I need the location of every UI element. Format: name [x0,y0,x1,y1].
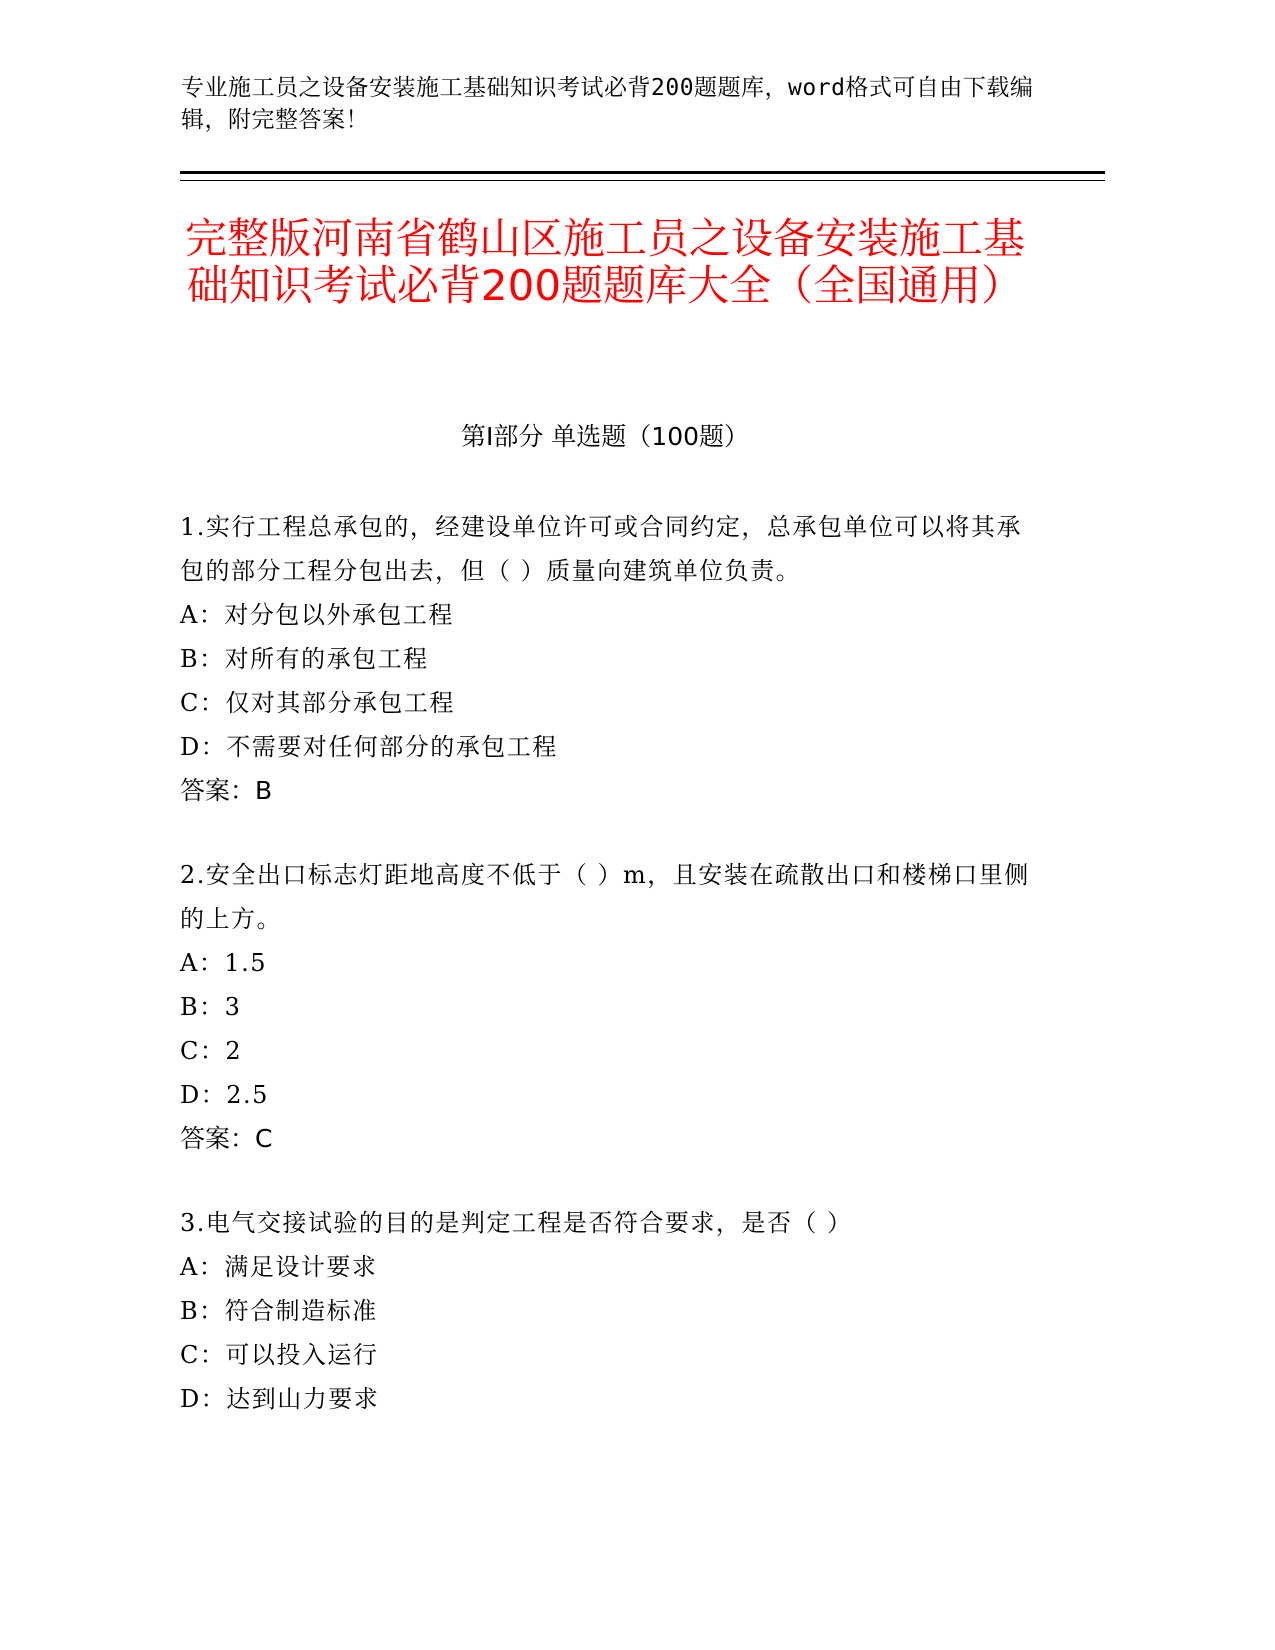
answer: 答案：C [180,1124,273,1153]
option-a: A：满足设计要求 [180,1253,378,1281]
header-note: 专业施工员之设备安装施工基础知识考试必背200题题库，word格式可自由下载编辑，附完整答案！ [181,75,1034,133]
question-stem: 1.实行工程总承包的，经建设单位许可或合同约定，总承包单位可以将其承包的部分工程分包出去，但（ ）质量向建筑单位负责。 [180,513,1022,585]
question-3 [180,1201,1040,1421]
question-stem: 2.安全出口标志灯距地高度不低于（ ）m，且安装在疏散出口和楼梯口里侧的上方。 [180,861,1030,933]
header-divider-thin [180,180,1105,181]
option-a: A：对分包以外承包工程 [180,601,454,629]
answer: 答案：B [180,776,273,805]
option-b: B：对所有的承包工程 [180,645,429,673]
question-list [180,505,1040,1461]
option-d: D：不需要对任何部分的承包工程 [180,733,558,761]
option-d: D：2.5 [180,1081,269,1109]
option-a: A：1.5 [180,949,267,977]
section-heading: 第Ⅰ部分 单选题（100题） [460,422,750,451]
option-b: B：3 [180,993,242,1021]
option-c: C：2 [180,1037,243,1065]
option-c: C：仅对其部分承包工程 [180,689,455,717]
option-b: B：符合制造标准 [180,1297,378,1325]
question-2 [180,853,1040,1161]
document-title: 完整版河南省鹤山区施工员之设备安装施工基础知识考试必背200题题库大全（全国通用） [184,214,1025,310]
question-1 [180,505,1040,813]
option-d: D：达到山力要求 [180,1385,380,1413]
header-divider [180,171,1105,174]
option-c: C：可以投入运行 [180,1341,379,1369]
question-stem: 3.电气交接试验的目的是判定工程是否符合要求，是否（ ） [180,1209,853,1237]
